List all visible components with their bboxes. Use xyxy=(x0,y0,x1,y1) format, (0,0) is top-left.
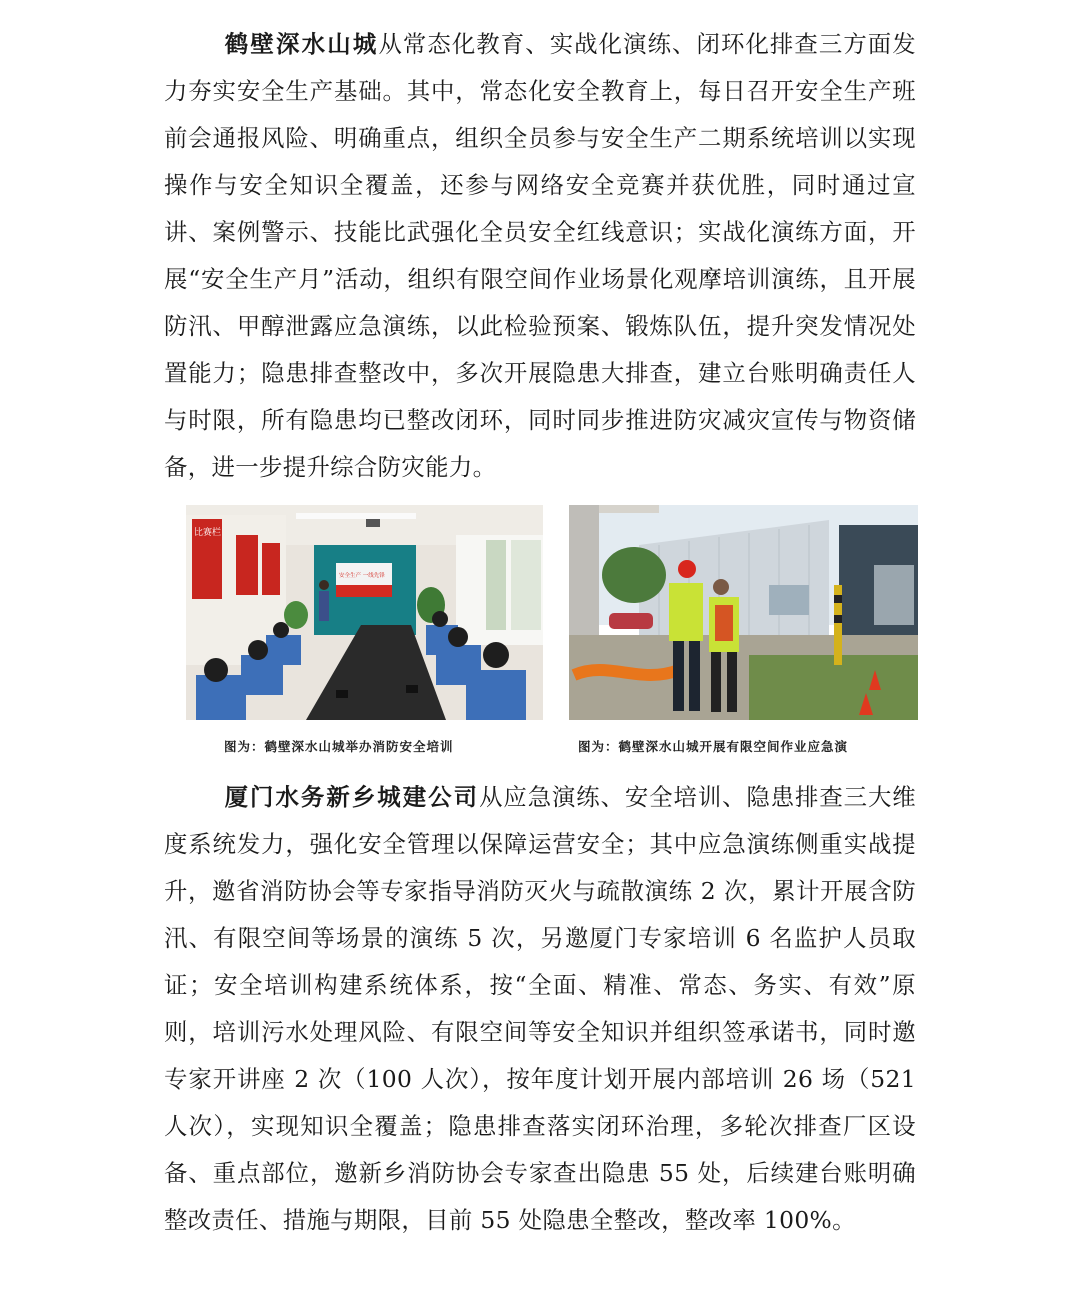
photo-confined-space-drill xyxy=(569,505,918,720)
screen-text: 安全生产 一线先锋 xyxy=(339,573,385,579)
photo-fire-safety-training xyxy=(186,505,543,720)
org-name-hebi: 鹤壁深水山城 xyxy=(224,30,379,58)
org-name-xinxiang: 厦门水务新乡城建公司 xyxy=(224,783,480,811)
photo-caption-training: 图为：鹤壁深水山城举办消防安全培训 xyxy=(224,739,454,754)
board-label: 比赛栏 xyxy=(194,528,222,538)
paragraph-text-hebi: 从常态化教育、实战化演练、闭环化排查三方面发力夯实安全生产基础。其中，常态化安全教育上，每日召开安全生产班前会通报风险、明确重点，组织全员参与安全生产二期系统培训以实现操作与安全知识全覆盖，还参与网络安全竞赛并获优胜，同时通过宣讲、案例警示、技能比武强化全员安全红线意识；实战化演练方面，开展“安全生产月”活动，组织有限空间作业场景化观摩培训演练，且开展防汛、甲醇泄露应急演练，以此检验预案、锻炼队伍，提升突发情况处置能力；隐患排查整改中，多次开展隐患大排查，建立台账明确责任人与时限，所有隐患均已整改闭环，同时同步推进防灾减灾宣传与物资储备，进一步提升综合防灾能力。 xyxy=(164,30,916,481)
paragraph-xinxiang xyxy=(164,774,916,1244)
photo-caption-drill: 图为：鹤壁深水山城开展有限空间作业应急演 xyxy=(578,739,849,754)
paragraph-text-xinxiang: 从应急演练、安全培训、隐患排查三大维度系统发力，强化安全管理以保障运营安全；其中应急演练侧重实战提升，邀省消防协会等专家指导消防灭火与疏散演练 2 次，累计开展含防汛、有限空间等场景的演练 5 次，另邀厦门专家培训 6 名监护人员取证；安全培训构建系统体系，按“全面、精准、常态、务实、有效”原则，培训污水处理风险、有限空间等安全知识并组织签承诺书，同时邀专家开讲座 2 次（100 人次），按年度计划开展内部培训 26 场（521 人次），实现知识全覆盖；隐患排查落实闭环治理，多轮次排查厂区设备、重点部位，邀新乡消防协会专家查出隐患 55 处，后续建台账明确整改责任、措施与期限，目前 55 处隐患全整改，整改率 100%。 xyxy=(164,783,916,1234)
paragraph-heби xyxy=(164,21,916,491)
